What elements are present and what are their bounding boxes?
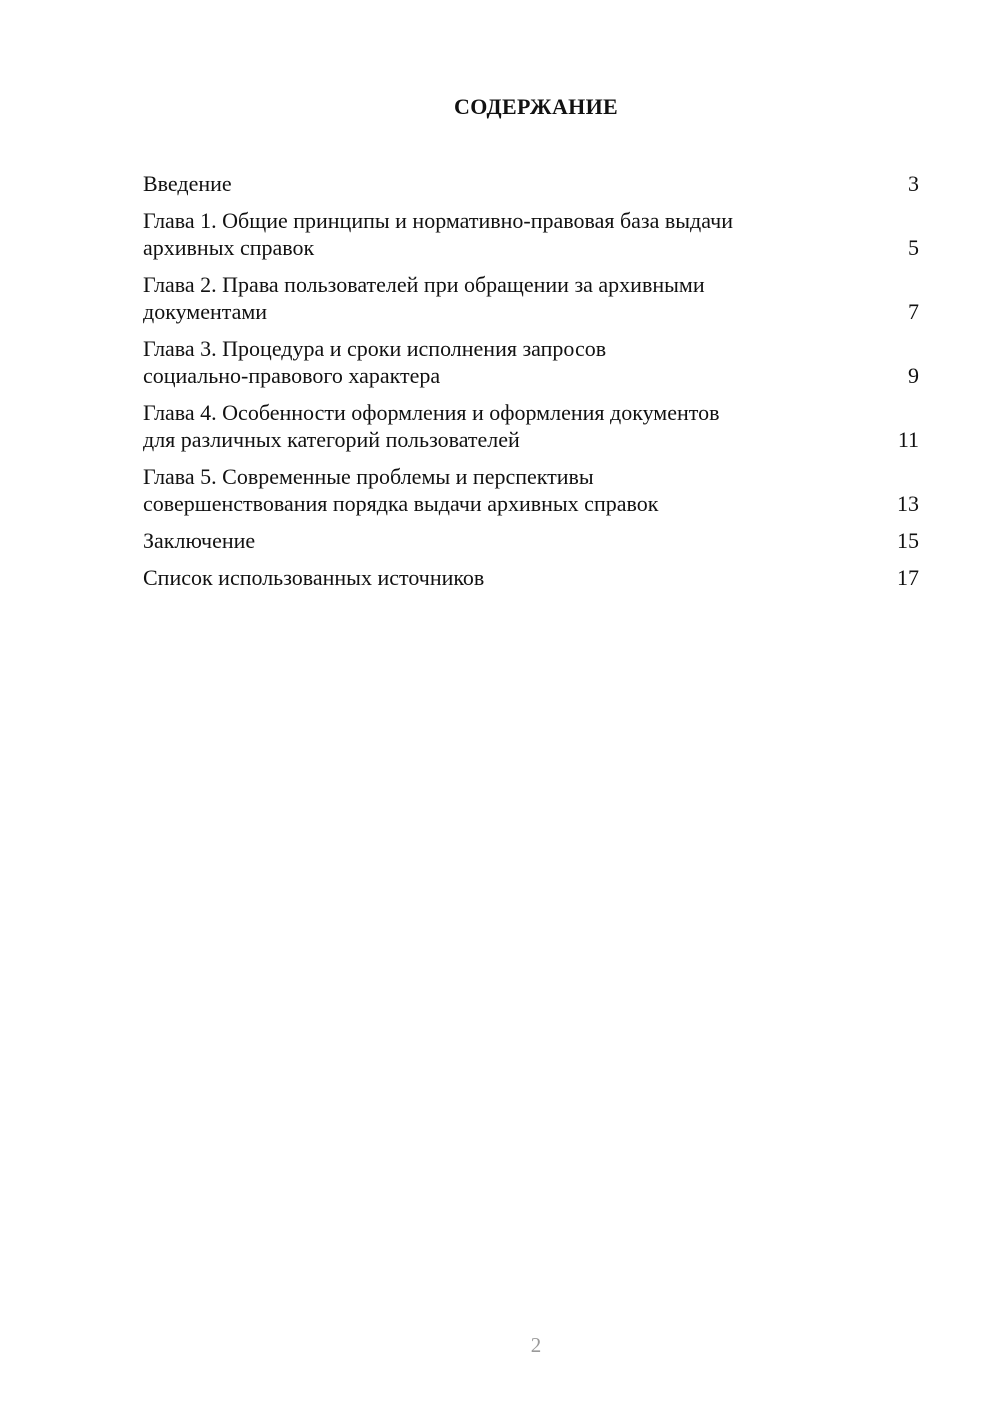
toc-entry-conclusion[interactable] <box>143 527 919 554</box>
toc-entry-line: социально-правового характера <box>143 363 441 388</box>
toc-entry-introduction[interactable] <box>143 170 919 197</box>
toc-entry-chapter-4[interactable] <box>143 399 919 453</box>
toc-entry-chapter-1[interactable] <box>143 207 919 261</box>
page-number: 2 <box>530 1333 542 1357</box>
toc-entry-text <box>143 207 889 261</box>
toc-entry-line: Список использованных источников <box>143 565 485 590</box>
toc-entry-line: Глава 5. Современные проблемы и перспективы <box>143 464 594 489</box>
toc-entry-references[interactable] <box>143 564 919 591</box>
toc-entry-text <box>143 564 889 591</box>
toc-entry-line: Заключение <box>143 528 256 553</box>
toc-entry-page: 13 <box>897 491 919 516</box>
toc-entry-text <box>143 170 889 197</box>
toc-entry-line: архивных справок <box>143 235 315 260</box>
toc-entry-text <box>143 335 889 389</box>
toc-entry-chapter-3[interactable] <box>143 335 919 389</box>
toc-entry-page: 5 <box>908 235 919 260</box>
toc-entry-line: Глава 3. Процедура и сроки исполнения запросов <box>143 336 607 361</box>
toc-entry-text <box>143 271 889 325</box>
toc-entry-line: Глава 4. Особенности оформления и оформления документов <box>143 400 720 425</box>
toc-entry-line: для различных категорий пользователей <box>143 427 520 452</box>
toc-entry-page: 17 <box>897 565 919 590</box>
toc-entry-text <box>143 463 889 517</box>
toc-entry-line: документами <box>143 299 268 324</box>
toc-entry-text <box>143 527 889 554</box>
table-of-contents <box>143 170 919 601</box>
toc-entry-chapter-2[interactable] <box>143 271 919 325</box>
toc-entry-line: Введение <box>143 171 232 196</box>
toc-entry-page: 3 <box>908 171 919 196</box>
toc-entry-text <box>143 399 889 453</box>
toc-entry-page: 9 <box>908 363 919 388</box>
page-title: СОДЕРЖАНИЕ <box>454 94 618 119</box>
toc-entry-chapter-5[interactable] <box>143 463 919 517</box>
toc-entry-page: 15 <box>897 528 919 553</box>
toc-entry-line: Глава 1. Общие принципы и нормативно-правовая база выдачи <box>143 208 733 233</box>
toc-entry-page: 11 <box>897 427 919 452</box>
toc-entry-line: совершенствования порядка выдачи архивных справок <box>143 491 659 516</box>
toc-entry-line: Глава 2. Права пользователей при обращении за архивными <box>143 272 705 297</box>
toc-entry-page: 7 <box>908 299 919 324</box>
